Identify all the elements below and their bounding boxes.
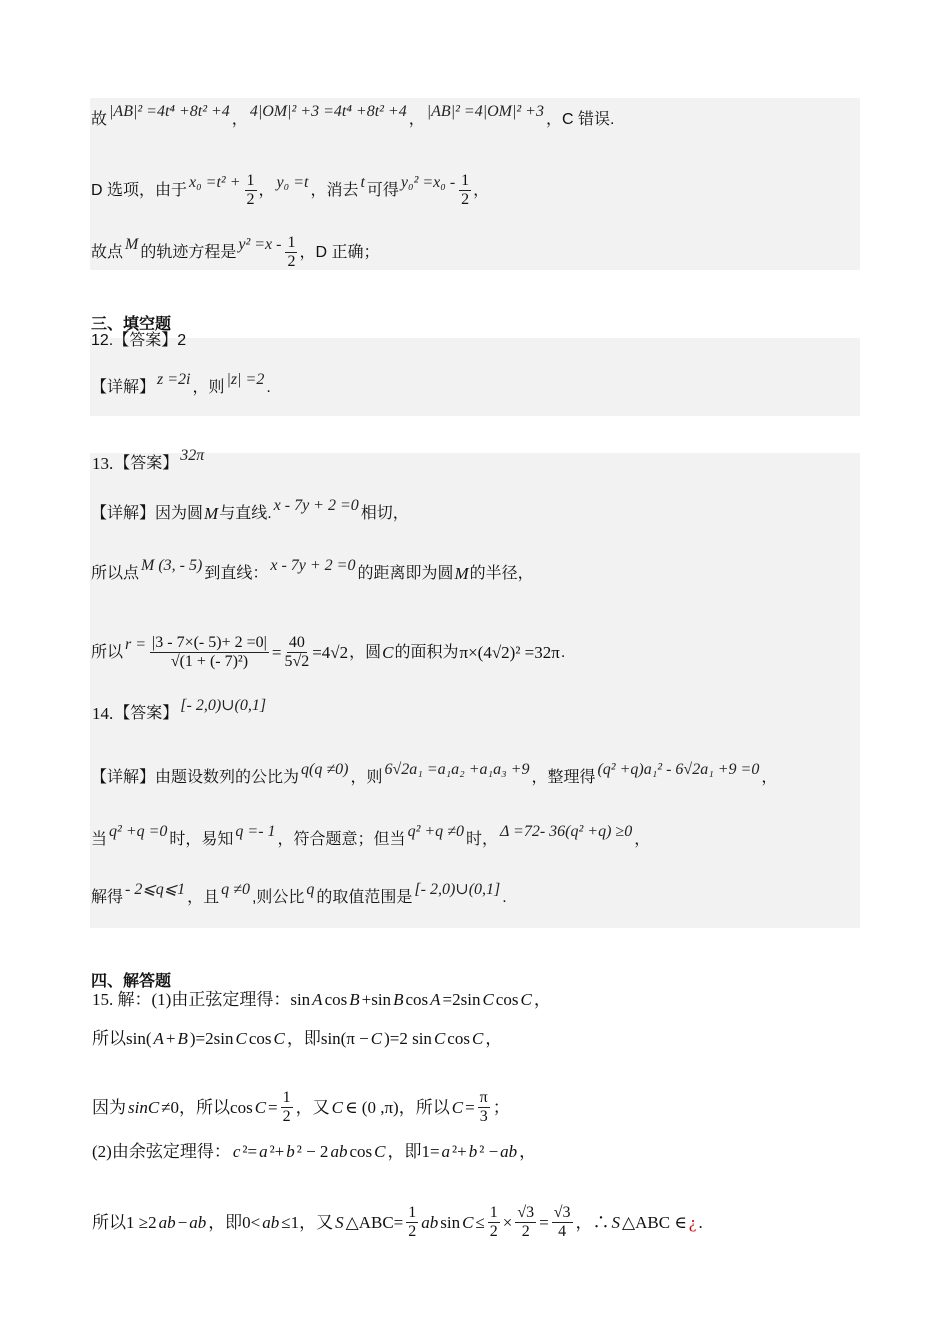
math-expression: . xyxy=(698,1213,703,1232)
fraction xyxy=(284,635,309,670)
math-expression: 6√2a₁ =a₁a₂ +a₁a₃ +9 xyxy=(384,761,530,778)
text-segment: 的轨迹方程是 xyxy=(140,243,237,261)
math-expression: M (3, - 5) xyxy=(141,556,203,574)
math-expression: sinC xyxy=(128,1098,160,1117)
option-c-conclusion xyxy=(91,103,615,128)
math-expression: = xyxy=(465,1098,475,1117)
math-expression: 14. xyxy=(92,704,114,723)
math-expression: cos xyxy=(495,990,519,1009)
fraction-denominator: 2 xyxy=(489,1223,498,1240)
math-expression: = xyxy=(271,643,282,662)
text-segment: ， xyxy=(761,769,778,786)
math-expression: x₀ =t² + xyxy=(189,173,241,191)
text-segment: ，C 错误. xyxy=(545,111,615,128)
fraction-denominator: 2 xyxy=(287,253,296,270)
math-expression: C xyxy=(374,1142,386,1161)
fraction xyxy=(488,1205,500,1240)
math-expression: x - 7y + 2 =0 xyxy=(270,556,356,574)
math-expression: q ≠0 xyxy=(221,881,250,898)
math-expression: C xyxy=(482,990,494,1009)
text-segment: 的取值范围是 xyxy=(316,889,413,906)
math-expression: ² − 2 xyxy=(296,1142,329,1161)
text-segment: ，消去 xyxy=(310,181,359,199)
text-segment: 所以 xyxy=(91,643,124,661)
math-expression: M xyxy=(454,564,469,583)
fraction xyxy=(406,1205,418,1240)
math-expression: ab xyxy=(262,1213,280,1232)
fraction-numerator: √3 xyxy=(553,1204,571,1221)
text-segment: 时， xyxy=(465,831,498,848)
q13-detail-distance xyxy=(91,556,534,583)
math-expression: 4|OM|² +3 =4t⁴ +8t² +4 xyxy=(249,103,407,120)
text-segment: . xyxy=(560,643,566,661)
q14-detail-ratio xyxy=(91,761,778,786)
math-expression: - 2⩽q⩽1 xyxy=(125,881,186,898)
fraction-denominator: 3 xyxy=(479,1108,488,1125)
math-expression: [- 2,0)∪(0,1] xyxy=(180,696,267,714)
math-expression: ab xyxy=(189,1213,207,1232)
fraction-numerator: |3 - 7×(- 5)+ 2 =0| xyxy=(152,634,267,651)
math-expression: a xyxy=(259,1142,268,1161)
math-expression: ∈ (0 ,π)，所以 xyxy=(344,1098,450,1117)
text-segment: 的距离即为圆 xyxy=(357,564,454,582)
math-expression: |AB|² =4t⁴ +8t² +4 xyxy=(109,103,230,120)
math-expression: q² +q ≠0 xyxy=(407,823,464,840)
text-segment: 【详解】因为圆 xyxy=(91,504,204,522)
text-segment: 时，易知 xyxy=(169,831,234,848)
math-expression: =4√2 xyxy=(312,643,349,662)
math-expression: △ABC= xyxy=(345,1213,404,1232)
text-segment: . xyxy=(266,379,271,396)
math-expression: M xyxy=(204,504,219,523)
math-expression: 因为 xyxy=(92,1098,126,1117)
math-expression: (2)由余弦定理得： xyxy=(92,1142,231,1161)
math-expression: ≤ xyxy=(475,1213,485,1232)
fraction-numerator: 1 xyxy=(408,1204,417,1221)
math-expression: × xyxy=(502,1213,513,1232)
fraction-denominator: 2 xyxy=(282,1108,291,1125)
q15-part2-area-range xyxy=(91,1205,704,1240)
text-segment: ，整理得 xyxy=(531,769,596,786)
math-expression: b xyxy=(468,1142,478,1161)
option-d-derivation xyxy=(91,173,489,208)
math-expression: C xyxy=(370,1029,383,1048)
math-expression: ，即0< xyxy=(208,1213,261,1232)
math-expression: ， xyxy=(485,1029,503,1048)
section-heading-fill-in: 三、填空题 xyxy=(91,316,172,333)
q15-part1-simplify xyxy=(91,1030,503,1047)
math-expression: cos xyxy=(349,1142,373,1161)
fraction-denominator: 4 xyxy=(558,1223,567,1240)
math-expression: 所以sin( xyxy=(92,1029,152,1048)
math-expression: 15. 解：(1)由正弦定理得：sin xyxy=(92,990,311,1009)
text-segment: ,则公比 xyxy=(251,889,305,906)
math-expression: y₀² =x₀ - xyxy=(400,173,456,191)
math-expression: ，即1= xyxy=(387,1142,440,1161)
fraction xyxy=(245,173,257,208)
fraction-numerator: 1 xyxy=(489,1204,498,1221)
fraction-numerator: 1 xyxy=(246,172,255,189)
text-segment: 到直线： xyxy=(204,564,269,582)
fraction-denominator: 2 xyxy=(408,1223,417,1240)
section-heading-solve: 四、解答题 xyxy=(91,973,172,990)
math-expression: t xyxy=(360,173,365,191)
fraction xyxy=(285,235,297,270)
q14-detail-range xyxy=(91,881,507,906)
math-expression: S xyxy=(611,1213,621,1232)
math-expression: q² +q =0 xyxy=(109,823,168,840)
math-expression: M xyxy=(125,235,139,253)
math-expression: C xyxy=(462,1213,474,1232)
math-expression: ² − xyxy=(479,1142,499,1161)
text-segment: ，符合题意；但当 xyxy=(277,831,406,848)
text-segment: 相切， xyxy=(360,504,409,522)
fraction xyxy=(552,1205,573,1240)
math-expression: S xyxy=(335,1213,344,1232)
math-expression: cos xyxy=(447,1029,470,1048)
math-expression: (q² +q)a₁² - 6√2a₁ +9 =0 xyxy=(597,761,760,778)
text-segment: ， xyxy=(473,181,490,199)
math-expression: )=2 sin xyxy=(384,1029,432,1048)
math-expression: ab xyxy=(158,1213,176,1232)
math-expression: x - 7y + 2 =0 xyxy=(273,496,359,514)
math-expression: ²+ xyxy=(452,1142,467,1161)
text-segment: ， xyxy=(408,111,425,128)
text-segment: 与直线. xyxy=(219,504,272,522)
math-expression: r = xyxy=(125,635,147,653)
text-segment: 所以点 xyxy=(91,564,140,582)
math-expression: ，即sin(π − xyxy=(286,1029,369,1048)
text-segment: 解得 xyxy=(91,889,124,906)
math-expression: a xyxy=(441,1142,451,1161)
fraction-denominator: √(1 + (- 7)²) xyxy=(170,653,249,670)
math-expression: A xyxy=(312,990,323,1009)
math-expression: 13. xyxy=(92,454,114,473)
math-expression: C xyxy=(273,1029,285,1048)
fraction xyxy=(478,1090,490,1125)
math-expression: z =2i xyxy=(157,371,191,388)
text-segment: ，且 xyxy=(187,889,220,906)
math-expression: |z| =2 xyxy=(226,371,265,388)
text-segment: ， xyxy=(231,111,248,128)
text-segment: ，圆 xyxy=(349,643,382,661)
text-segment: 【详解】由题设数列的公比为 xyxy=(91,769,300,786)
math-expression: =2sin xyxy=(442,990,481,1009)
math-expression: b xyxy=(286,1142,295,1161)
math-expression: cos xyxy=(405,990,429,1009)
math-expression: c xyxy=(232,1142,241,1161)
fraction xyxy=(281,1090,293,1125)
text-segment: 【答案】 xyxy=(114,454,179,472)
math-expression: C xyxy=(520,990,532,1009)
math-expression: C xyxy=(471,1029,484,1048)
math-expression: π×(4√2)² =32π xyxy=(459,643,560,662)
math-expression: ²+ xyxy=(269,1142,285,1161)
fraction-denominator: 5√2 xyxy=(284,653,310,670)
math-expression: ab xyxy=(421,1213,439,1232)
math-expression: cos xyxy=(324,990,348,1009)
math-expression: C xyxy=(382,643,394,662)
math-expression: C xyxy=(331,1098,343,1117)
math-expression: sin xyxy=(440,1213,461,1232)
math-expression: C xyxy=(254,1098,267,1117)
math-expression: A xyxy=(430,990,441,1009)
math-expression: B xyxy=(393,990,404,1009)
math-expression: ab xyxy=(500,1142,518,1161)
text-segment: 【答案】 xyxy=(114,704,179,722)
text-segment: . xyxy=(502,889,507,906)
math-expression: cos xyxy=(248,1029,272,1048)
math-expression: C xyxy=(235,1029,247,1048)
math-expression: 所以1 ≥2 xyxy=(92,1213,157,1232)
math-expression: |AB|² =4|OM|² +3 xyxy=(426,103,544,120)
math-expression: [- 2,0)∪(0,1] xyxy=(414,881,501,898)
math-expression: q =- 1 xyxy=(235,823,276,840)
math-expression: +sin xyxy=(361,990,392,1009)
math-expression: ； xyxy=(492,1098,510,1117)
text-segment: ，则 xyxy=(192,379,225,396)
q15-part2-cosine-rule xyxy=(91,1143,537,1160)
math-expression: C xyxy=(451,1098,464,1117)
q15-part1-angle-c xyxy=(91,1090,511,1125)
q12-detail xyxy=(91,371,271,396)
math-expression: q(q ≠0) xyxy=(301,761,349,778)
text-segment: D 选项，由于 xyxy=(91,181,188,199)
math-expression: C xyxy=(433,1029,446,1048)
fraction-numerator: 1 xyxy=(287,234,296,251)
q14-detail-cases xyxy=(91,823,651,848)
math-expression: )=2sin xyxy=(189,1029,234,1048)
text-segment: 可得 xyxy=(366,181,399,199)
math-expression: Δ =72- 36(q² +q) ≥0 xyxy=(499,823,633,840)
math-expression: ，∴ xyxy=(575,1213,610,1232)
math-expression: ²= xyxy=(242,1142,258,1161)
math-expression: A xyxy=(153,1029,164,1048)
text-segment: ，D 正确； xyxy=(299,243,380,261)
math-expression: y₀ =t xyxy=(276,173,309,191)
math-expression: ， xyxy=(533,990,551,1009)
q14-answer xyxy=(91,696,268,723)
math-expression: ， xyxy=(519,1142,537,1161)
q15-part1-sine-rule xyxy=(91,991,552,1008)
fraction xyxy=(515,1205,536,1240)
q13-q14-block xyxy=(90,453,860,928)
text-segment: 故点 xyxy=(91,243,124,261)
option-d-conclusion xyxy=(91,235,380,270)
fraction-denominator: 2 xyxy=(521,1223,530,1240)
text-segment: 12.【答案】2 xyxy=(91,332,187,349)
text-segment: ， xyxy=(258,181,275,199)
text-segment: ，则 xyxy=(350,769,383,786)
math-expression: B xyxy=(177,1029,188,1048)
q12-answer xyxy=(91,333,186,349)
math-expression: + xyxy=(165,1029,176,1048)
math-expression: − xyxy=(177,1213,188,1232)
fraction-denominator: 2 xyxy=(246,191,255,208)
q13-detail-tangent xyxy=(91,496,409,523)
text-segment: 当 xyxy=(91,831,108,848)
fraction-numerator: 40 xyxy=(288,634,305,651)
fraction xyxy=(459,173,471,208)
text-segment: 【详解】 xyxy=(91,379,156,396)
text-segment: ， xyxy=(634,831,651,848)
fraction-numerator: 1 xyxy=(282,1089,291,1106)
fraction-numerator: √3 xyxy=(517,1204,535,1221)
fraction-numerator: 1 xyxy=(461,172,470,189)
q13-detail-radius xyxy=(91,635,565,670)
fraction-numerator: π xyxy=(479,1089,488,1106)
math-expression: △ABC ∈ xyxy=(622,1213,687,1232)
math-expression: ¿ xyxy=(688,1213,697,1232)
math-expression: y² =x - xyxy=(238,235,282,253)
text-segment: 故 xyxy=(91,111,108,128)
text-segment: 的面积为 xyxy=(394,643,459,661)
math-expression: ≤1，又 xyxy=(281,1213,334,1232)
q12-block xyxy=(90,338,860,416)
math-expression: = xyxy=(268,1098,278,1117)
math-expression: ab xyxy=(330,1142,348,1161)
fraction-denominator: 2 xyxy=(461,191,470,208)
fraction xyxy=(150,635,269,670)
math-expression: q xyxy=(306,881,315,898)
text-segment: 的半径， xyxy=(469,564,534,582)
q13-answer xyxy=(91,446,206,473)
math-expression: B xyxy=(349,990,360,1009)
math-expression: ≠0，所以cos xyxy=(161,1098,253,1117)
math-expression: = xyxy=(539,1213,549,1232)
math-expression: ，又 xyxy=(295,1098,330,1117)
math-expression: 32π xyxy=(180,446,205,464)
